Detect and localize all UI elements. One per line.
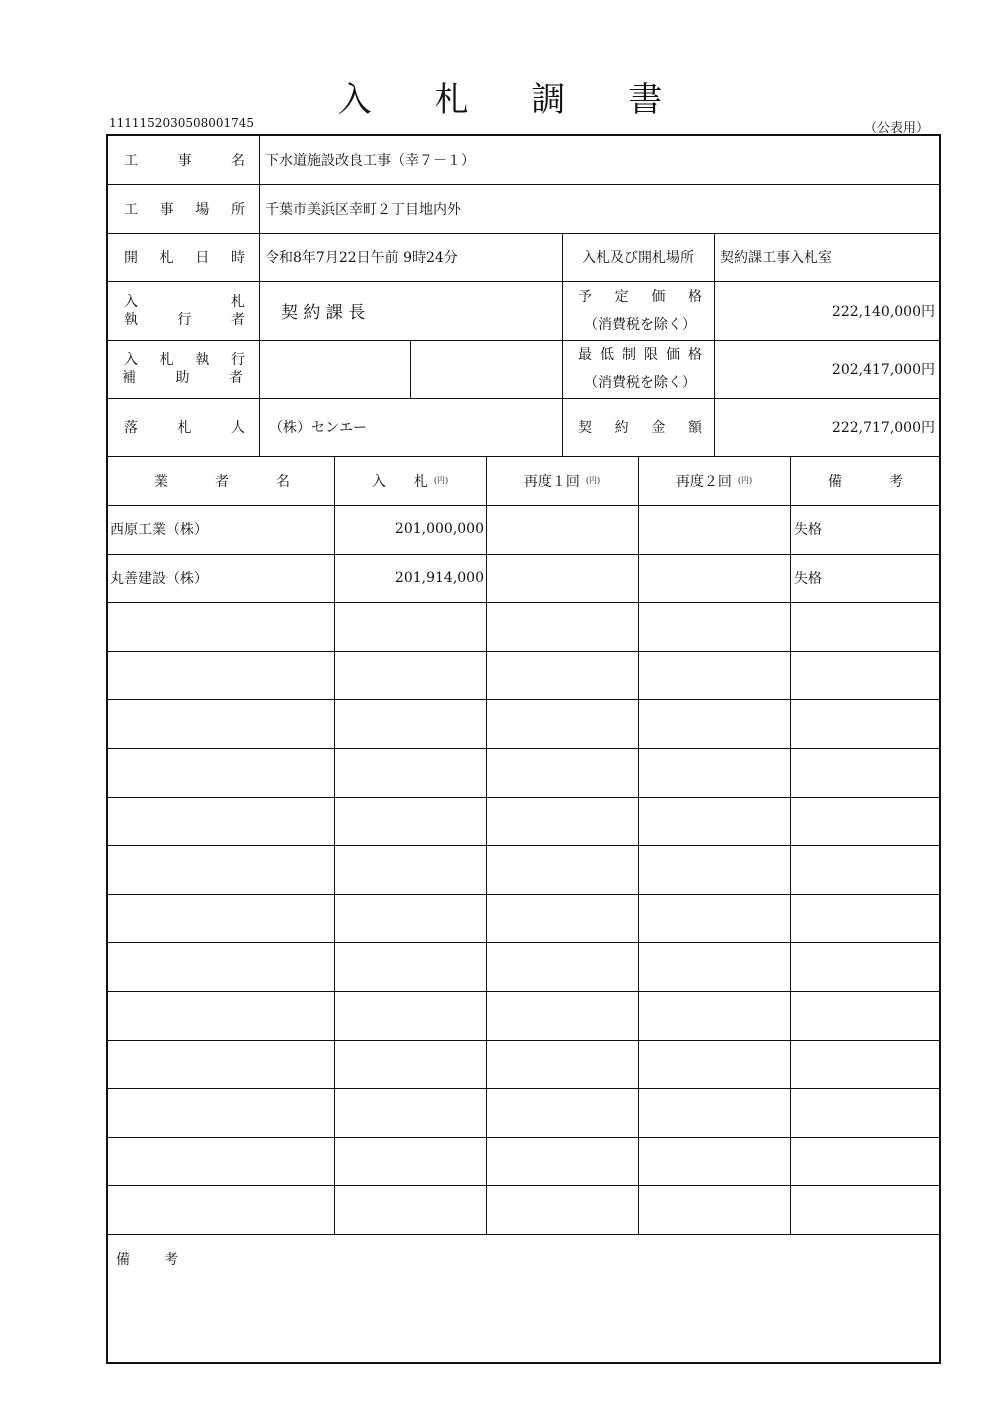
planned-price-label-note: （消費税を除く） — [584, 316, 696, 333]
footer-remarks-label-char: 備 — [116, 1252, 130, 1268]
bid-row-amount — [334, 505, 486, 554]
bids-row-divider — [108, 797, 939, 798]
bid-remarks-text: 失格 — [794, 522, 822, 539]
executor-label-char: 入 — [124, 293, 138, 310]
location-value — [259, 184, 939, 233]
executor-label-char: 者 — [231, 311, 245, 328]
min-price-value — [714, 340, 939, 398]
bid-amount-text: 201,914,000 — [394, 569, 484, 586]
col-rebid2-unit: (円) — [737, 476, 753, 485]
executor-value — [259, 281, 562, 340]
col-rebid1-unit: (円) — [585, 476, 601, 485]
min-price-label-char: 限 — [644, 347, 658, 363]
bids-row-divider — [108, 699, 939, 700]
col-company-char: 業 — [154, 473, 168, 490]
opening-datetime-label-char: 時 — [230, 250, 245, 266]
planned-price-label-char: 格 — [687, 288, 702, 305]
executor-label-line2 — [124, 311, 245, 329]
bid-record-table — [106, 134, 941, 1364]
col-rebid1-text: 再度１回 — [523, 473, 580, 490]
bids-row-divider — [108, 894, 939, 895]
min-price-label-note: （消費税を除く） — [584, 375, 696, 391]
col-bid-char: 札 — [413, 473, 428, 490]
bids-row-divider — [108, 1185, 939, 1186]
contract-amount-label — [562, 398, 714, 456]
bid-row-rebid1 — [486, 505, 638, 554]
contract-amount-label-char: 金 — [651, 420, 666, 436]
planned-price-label — [562, 281, 714, 340]
contract-amount-label-char: 契 — [578, 420, 592, 436]
executor-label-char: 札 — [231, 293, 245, 310]
assistant-label — [108, 340, 259, 398]
bids-row-divider — [108, 748, 939, 749]
winner-label-char: 人 — [231, 420, 245, 436]
bid-row-rebid2 — [638, 554, 790, 603]
min-price-text: 202,417,000円 — [831, 362, 935, 378]
bid-amount-text: 201,000,000 — [394, 521, 484, 538]
executor-label — [108, 281, 259, 340]
location-label-char: 所 — [230, 201, 245, 218]
construction-name-label-char: 名 — [231, 153, 245, 169]
winner-label-char: 落 — [124, 420, 138, 436]
planned-price-label-char: 予 — [578, 288, 592, 305]
min-price-label-char: 制 — [622, 347, 636, 363]
bid-row-company — [108, 505, 334, 554]
min-price-label-char: 格 — [688, 347, 702, 363]
assistant-label-char: 執 — [195, 352, 210, 368]
assistant-label-char: 行 — [230, 352, 245, 368]
bids-row-divider — [108, 1040, 939, 1041]
bids-row-divider — [108, 602, 939, 603]
bid-row-company — [108, 554, 334, 603]
bid-row-amount — [334, 554, 486, 603]
venue-value — [714, 233, 939, 281]
planned-price-value — [714, 281, 939, 340]
bid-row-remarks — [790, 554, 939, 603]
col-rebid2 — [638, 456, 790, 505]
location-label-char: 事 — [159, 201, 174, 218]
construction-name-label-char: 工 — [124, 153, 138, 169]
venue-text: 契約課工事入札室 — [720, 250, 832, 266]
executor-label-line1 — [124, 293, 245, 311]
assistant-label-char: 補 — [122, 370, 136, 386]
document-number: 1111152030508001745 — [109, 116, 255, 130]
construction-name-text: 下水道施設改良工事（幸７－１） — [265, 153, 475, 169]
assistant-label-line2 — [122, 369, 247, 387]
contract-amount-text: 222,717,000円 — [831, 420, 935, 436]
col-company-char: 名 — [276, 473, 290, 490]
location-label — [108, 184, 259, 233]
location-label-char: 場 — [195, 201, 210, 218]
bid-row-rebid1 — [486, 554, 638, 603]
col-bid-unit: (円) — [433, 476, 449, 485]
opening-datetime-label-char: 日 — [195, 250, 210, 266]
min-price-label-char: 最 — [578, 347, 592, 363]
construction-name-label-char: 事 — [177, 153, 192, 169]
col-company — [108, 456, 334, 505]
executor-label-char: 執 — [124, 311, 138, 328]
col-company-char: 者 — [215, 473, 229, 490]
opening-datetime-label-char: 札 — [159, 250, 174, 266]
planned-price-label-line1 — [578, 283, 702, 311]
footer-remarks-label-char: 考 — [164, 1252, 178, 1268]
construction-name-value — [259, 136, 939, 184]
public-use-label: （公表用） — [863, 121, 929, 136]
assistant-label-line1 — [124, 351, 245, 369]
assistant-label-char: 助 — [175, 370, 190, 386]
bid-row-remarks — [790, 505, 939, 554]
planned-price-label-char: 価 — [651, 288, 666, 305]
winner-value — [259, 398, 562, 456]
bids-row-divider — [108, 1088, 939, 1089]
contract-amount-label-char: 額 — [687, 420, 702, 436]
bid-row-rebid2 — [638, 505, 790, 554]
min-price-label-char: 低 — [600, 347, 614, 363]
planned-price-text: 222,140,000円 — [831, 303, 935, 320]
assistant-label-char: 入 — [124, 352, 138, 368]
col-remarks-char: 備 — [828, 473, 842, 490]
location-label-char: 工 — [124, 201, 138, 218]
min-price-label — [562, 340, 714, 398]
col-remarks — [790, 456, 939, 505]
col-remarks-char: 考 — [889, 473, 903, 490]
bids-row-divider — [108, 1137, 939, 1138]
min-price-label-line1 — [578, 341, 702, 369]
venue-label — [562, 233, 714, 281]
bids-row-divider — [108, 942, 939, 943]
opening-datetime-label-char: 開 — [124, 250, 138, 266]
winner-label — [108, 398, 259, 456]
assistant-label-char: 者 — [229, 370, 243, 386]
assistant-cell-divider — [410, 340, 411, 398]
winner-label-char: 札 — [177, 420, 192, 436]
construction-name-label — [108, 136, 259, 184]
page-title: 入 札 調 書 — [337, 80, 689, 120]
bid-company-text: 丸善建設（株） — [110, 570, 208, 587]
executor-text: 契 約 課 長 — [281, 303, 366, 323]
contract-amount-label-char: 約 — [614, 420, 629, 436]
min-price-label-char: 価 — [666, 347, 680, 363]
contract-amount-value — [714, 398, 939, 456]
col-rebid2-text: 再度２回 — [675, 473, 732, 490]
planned-price-label-char: 定 — [614, 288, 629, 305]
opening-datetime-text: 令和8年7月22日午前 9時24分 — [265, 250, 458, 266]
executor-label-char: 行 — [177, 311, 192, 328]
bids-row-divider — [108, 651, 939, 652]
col-rebid1 — [486, 456, 638, 505]
bids-row-divider — [108, 845, 939, 846]
assistant-label-char: 札 — [159, 352, 174, 368]
opening-datetime-label — [108, 233, 259, 281]
footer-remarks-label — [108, 1234, 228, 1284]
footer-remarks-value — [238, 1234, 929, 1284]
bid-remarks-text: 失格 — [794, 570, 822, 587]
location-text: 千葉市美浜区幸町２丁目地内外 — [265, 201, 461, 218]
bids-row-divider — [108, 991, 939, 992]
col-bid-char: 入 — [371, 473, 386, 490]
bid-company-text: 西原工業（株） — [110, 522, 208, 539]
opening-datetime-value — [259, 233, 562, 281]
col-bid — [334, 456, 486, 505]
winner-text: （株）センエー — [269, 420, 367, 436]
venue-label-text: 入札及び開札場所 — [582, 250, 694, 266]
